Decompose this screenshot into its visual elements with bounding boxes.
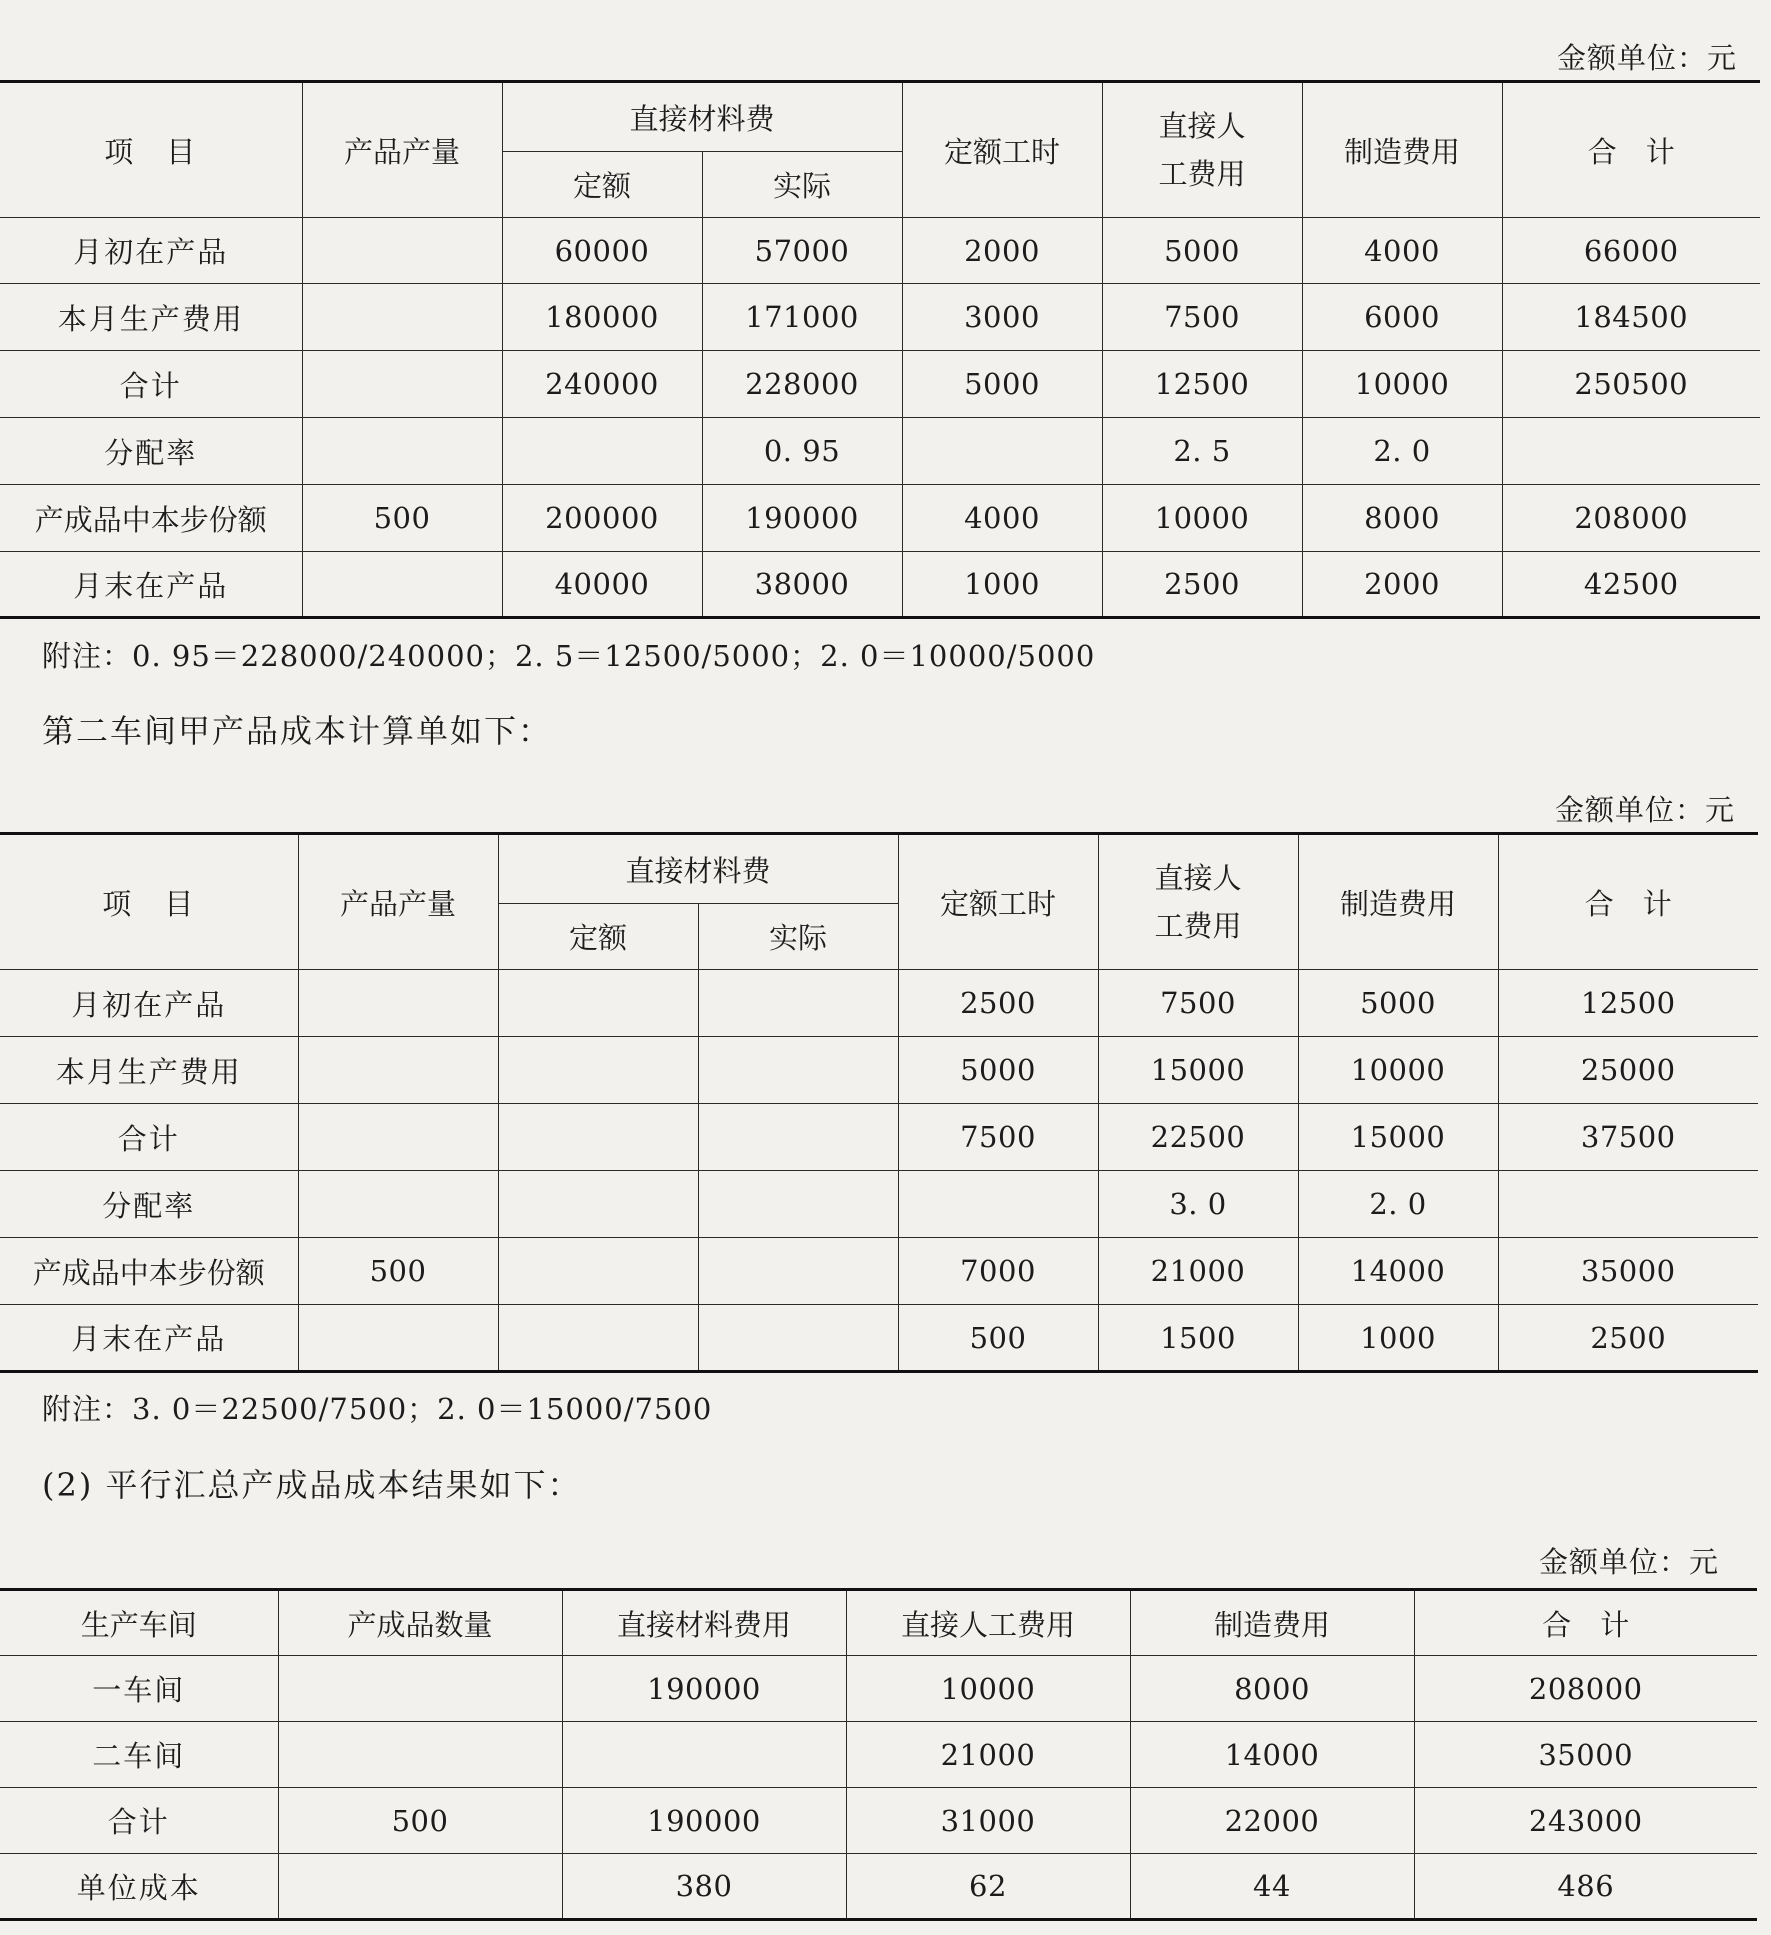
table1-footnote: 附注：0. 95＝228000/240000；2. 5＝12500/5000；2. 0＝10000/5000 bbox=[42, 639, 1096, 673]
table-cell bbox=[498, 970, 698, 1037]
table-row bbox=[0, 1656, 1757, 1722]
table-cell bbox=[302, 218, 502, 284]
table-cell bbox=[498, 1037, 698, 1104]
table2-footnote: 附注：3. 0＝22500/7500；2. 0＝15000/7500 bbox=[42, 1392, 713, 1426]
header-workshop: 生产车间 bbox=[0, 1590, 278, 1656]
table-cell: 35000 bbox=[1498, 1238, 1758, 1305]
header-quota: 定额 bbox=[502, 152, 702, 218]
table-cell: 4000 bbox=[902, 485, 1102, 552]
workshop2-cost-table bbox=[0, 832, 1758, 1373]
header-hours: 定额工时 bbox=[898, 834, 1098, 970]
table-cell: 486 bbox=[1414, 1854, 1757, 1920]
table-cell: 4000 bbox=[1302, 218, 1502, 284]
table-cell: 500 bbox=[298, 1238, 498, 1305]
table-cell bbox=[1498, 1171, 1758, 1238]
table-row bbox=[0, 970, 1758, 1037]
header-output: 产品产量 bbox=[302, 82, 502, 218]
workshop1-cost-table bbox=[0, 80, 1760, 619]
table-cell: 37500 bbox=[1498, 1104, 1758, 1171]
table-cell bbox=[898, 1171, 1098, 1238]
table-cell: 25000 bbox=[1498, 1037, 1758, 1104]
header-overhead: 制造费用 bbox=[1302, 82, 1502, 218]
header-labor: 直接人 工费用 bbox=[1102, 82, 1302, 218]
table-cell: 3000 bbox=[902, 284, 1102, 351]
table-cell: 7500 bbox=[1102, 284, 1302, 351]
table-cell bbox=[902, 418, 1102, 485]
table-cell: 10000 bbox=[1102, 485, 1302, 552]
table-cell bbox=[698, 1104, 898, 1171]
table-cell: 5000 bbox=[898, 1037, 1098, 1104]
table-cell bbox=[562, 1722, 846, 1788]
table-cell: 208000 bbox=[1502, 485, 1760, 552]
table-cell bbox=[498, 1305, 698, 1372]
header-material: 直接材料费 bbox=[498, 834, 898, 904]
table-cell: 5000 bbox=[1298, 970, 1498, 1037]
header-labor: 直接人 工费用 bbox=[1098, 834, 1298, 970]
table-cell: 月初在产品 bbox=[0, 970, 298, 1037]
table-row bbox=[0, 351, 1760, 418]
section-heading-summary: (2) 平行汇总产成品成本结果如下： bbox=[42, 1466, 582, 1504]
table-cell bbox=[302, 418, 502, 485]
table-cell: 二车间 bbox=[0, 1722, 278, 1788]
table-cell: 8000 bbox=[1130, 1656, 1414, 1722]
table-cell: 2. 0 bbox=[1298, 1171, 1498, 1238]
table-cell: 44 bbox=[1130, 1854, 1414, 1920]
table-cell bbox=[698, 1305, 898, 1372]
table-cell: 190000 bbox=[562, 1788, 846, 1854]
table-row bbox=[0, 218, 1760, 284]
table-cell: 月末在产品 bbox=[0, 1305, 298, 1372]
table-cell: 月末在产品 bbox=[0, 552, 302, 618]
table-cell bbox=[302, 284, 502, 351]
table-cell: 12500 bbox=[1102, 351, 1302, 418]
table-cell: 35000 bbox=[1414, 1722, 1757, 1788]
table-cell: 分配率 bbox=[0, 418, 302, 485]
header-labor: 直接人工费用 bbox=[846, 1590, 1130, 1656]
header-quota: 定额 bbox=[498, 904, 698, 970]
table-cell: 190000 bbox=[702, 485, 902, 552]
table-cell: 5000 bbox=[1102, 218, 1302, 284]
header-material: 直接材料费用 bbox=[562, 1590, 846, 1656]
table-row bbox=[0, 418, 1760, 485]
table-row bbox=[0, 552, 1760, 618]
table-row bbox=[0, 1037, 1758, 1104]
table-cell: 66000 bbox=[1502, 218, 1760, 284]
table-cell: 7500 bbox=[1098, 970, 1298, 1037]
table-cell: 合计 bbox=[0, 1104, 298, 1171]
table-cell: 10000 bbox=[1302, 351, 1502, 418]
header-hours: 定额工时 bbox=[902, 82, 1102, 218]
table-cell bbox=[502, 418, 702, 485]
header-actual: 实际 bbox=[698, 904, 898, 970]
table-cell bbox=[298, 1104, 498, 1171]
table-cell: 500 bbox=[302, 485, 502, 552]
table-cell bbox=[278, 1854, 562, 1920]
table-cell bbox=[298, 1037, 498, 1104]
table-cell: 14000 bbox=[1298, 1238, 1498, 1305]
table-cell: 2. 5 bbox=[1102, 418, 1302, 485]
table-cell: 243000 bbox=[1414, 1788, 1757, 1854]
header-overhead: 制造费用 bbox=[1298, 834, 1498, 970]
table-cell: 2500 bbox=[898, 970, 1098, 1037]
table-cell: 60000 bbox=[502, 218, 702, 284]
header-item: 项 目 bbox=[0, 82, 302, 218]
table-cell: 1000 bbox=[1298, 1305, 1498, 1372]
table-row bbox=[0, 1722, 1757, 1788]
table-row bbox=[0, 1854, 1757, 1920]
table-cell: 2500 bbox=[1102, 552, 1302, 618]
table-cell: 171000 bbox=[702, 284, 902, 351]
table-cell: 40000 bbox=[502, 552, 702, 618]
table-cell bbox=[698, 1238, 898, 1305]
table-cell bbox=[298, 1171, 498, 1238]
table-cell: 6000 bbox=[1302, 284, 1502, 351]
table-cell: 62 bbox=[846, 1854, 1130, 1920]
table-cell: 190000 bbox=[562, 1656, 846, 1722]
table-cell bbox=[498, 1238, 698, 1305]
table-cell: 500 bbox=[278, 1788, 562, 1854]
table-cell: 本月生产费用 bbox=[0, 284, 302, 351]
table-cell bbox=[298, 970, 498, 1037]
table-cell: 15000 bbox=[1098, 1037, 1298, 1104]
table-cell: 7000 bbox=[898, 1238, 1098, 1305]
table-cell: 21000 bbox=[1098, 1238, 1298, 1305]
table-cell: 分配率 bbox=[0, 1171, 298, 1238]
table-cell: 10000 bbox=[846, 1656, 1130, 1722]
table-row bbox=[0, 284, 1760, 351]
table-cell: 2. 0 bbox=[1302, 418, 1502, 485]
table-cell: 15000 bbox=[1298, 1104, 1498, 1171]
header-total: 合 计 bbox=[1502, 82, 1760, 218]
table-cell: 产成品中本步份额 bbox=[0, 485, 302, 552]
table-cell: 合计 bbox=[0, 351, 302, 418]
table-cell: 1000 bbox=[902, 552, 1102, 618]
table2-unit-label: 金额单位：元 bbox=[1554, 793, 1735, 827]
table-cell: 38000 bbox=[702, 552, 902, 618]
header-material: 直接材料费 bbox=[502, 82, 902, 152]
header-overhead: 制造费用 bbox=[1130, 1590, 1414, 1656]
table-cell: 57000 bbox=[702, 218, 902, 284]
table-cell: 1500 bbox=[1098, 1305, 1298, 1372]
table-cell: 180000 bbox=[502, 284, 702, 351]
table-cell bbox=[498, 1171, 698, 1238]
table-cell bbox=[278, 1722, 562, 1788]
table-cell: 250500 bbox=[1502, 351, 1760, 418]
table-cell: 14000 bbox=[1130, 1722, 1414, 1788]
table-cell: 12500 bbox=[1498, 970, 1758, 1037]
header-output: 产品产量 bbox=[298, 834, 498, 970]
table-cell: 200000 bbox=[502, 485, 702, 552]
table-cell: 单位成本 bbox=[0, 1854, 278, 1920]
table-cell bbox=[278, 1656, 562, 1722]
table-cell: 2000 bbox=[902, 218, 1102, 284]
table-cell: 2500 bbox=[1498, 1305, 1758, 1372]
section-heading-workshop2: 第二车间甲产品成本计算单如下： bbox=[42, 712, 553, 750]
table-cell: 10000 bbox=[1298, 1037, 1498, 1104]
table-cell: 500 bbox=[898, 1305, 1098, 1372]
table-cell: 2000 bbox=[1302, 552, 1502, 618]
table-cell bbox=[698, 1037, 898, 1104]
table-cell: 一车间 bbox=[0, 1656, 278, 1722]
table-cell bbox=[302, 351, 502, 418]
table-cell: 0. 95 bbox=[702, 418, 902, 485]
table-cell: 240000 bbox=[502, 351, 702, 418]
table-cell: 产成品中本步份额 bbox=[0, 1238, 298, 1305]
table-cell: 42500 bbox=[1502, 552, 1760, 618]
table-row bbox=[0, 1305, 1758, 1372]
table-row bbox=[0, 1104, 1758, 1171]
table-cell bbox=[302, 552, 502, 618]
table3-unit-label: 金额单位：元 bbox=[1538, 1545, 1719, 1579]
table-cell: 184500 bbox=[1502, 284, 1760, 351]
table-row bbox=[0, 1788, 1757, 1854]
table-cell: 228000 bbox=[702, 351, 902, 418]
header-item: 项 目 bbox=[0, 834, 298, 970]
header-total: 合 计 bbox=[1414, 1590, 1757, 1656]
table-cell: 208000 bbox=[1414, 1656, 1757, 1722]
table-cell: 380 bbox=[562, 1854, 846, 1920]
summary-cost-table bbox=[0, 1588, 1757, 1921]
table-row bbox=[0, 485, 1760, 552]
table-row bbox=[0, 1238, 1758, 1305]
header-quantity: 产成品数量 bbox=[278, 1590, 562, 1656]
table-cell: 22500 bbox=[1098, 1104, 1298, 1171]
table-row bbox=[0, 1171, 1758, 1238]
table-cell bbox=[298, 1305, 498, 1372]
table-cell: 31000 bbox=[846, 1788, 1130, 1854]
table-cell: 本月生产费用 bbox=[0, 1037, 298, 1104]
table1-unit-label: 金额单位：元 bbox=[1556, 41, 1737, 75]
table-cell bbox=[498, 1104, 698, 1171]
header-actual: 实际 bbox=[702, 152, 902, 218]
table-cell: 22000 bbox=[1130, 1788, 1414, 1854]
table-cell bbox=[698, 970, 898, 1037]
table-cell: 月初在产品 bbox=[0, 218, 302, 284]
table-cell: 21000 bbox=[846, 1722, 1130, 1788]
table-cell: 8000 bbox=[1302, 485, 1502, 552]
table-cell bbox=[698, 1171, 898, 1238]
table-cell: 7500 bbox=[898, 1104, 1098, 1171]
table-cell: 合计 bbox=[0, 1788, 278, 1854]
header-total: 合 计 bbox=[1498, 834, 1758, 970]
table-cell: 3. 0 bbox=[1098, 1171, 1298, 1238]
table-cell: 5000 bbox=[902, 351, 1102, 418]
table-cell bbox=[1502, 418, 1760, 485]
